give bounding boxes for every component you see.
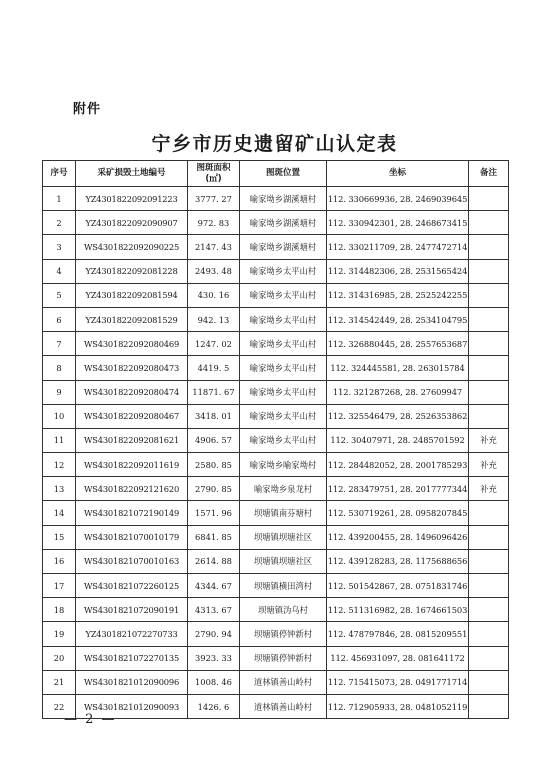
cell-location: 喻家坳乡湖溪塘村: [240, 187, 327, 211]
cell-code: WS4301821072260125: [76, 574, 188, 598]
cell-seq: 8: [43, 356, 76, 380]
cell-note: [469, 622, 509, 646]
cell-location: 喻家坳乡喻家坳村: [240, 453, 327, 477]
cell-code: YZ4301821072270733: [76, 622, 188, 646]
cell-code: WS4301822092121620: [76, 477, 188, 501]
cell-note: [469, 380, 509, 404]
cell-location: 坝塘镇停钟新村: [240, 646, 327, 670]
cell-note: [469, 694, 509, 718]
cell-location: 坝塘镇坝塘社区: [240, 525, 327, 549]
cell-code: WS4301822092080469: [76, 332, 188, 356]
cell-code: WS4301821012090096: [76, 670, 188, 694]
cell-location: 道林镇善山岭村: [240, 670, 327, 694]
cell-note: 补充: [469, 477, 509, 501]
cell-note: [469, 670, 509, 694]
header-code: 采矿损毁土地编号: [76, 161, 188, 187]
cell-note: [469, 598, 509, 622]
cell-note: [469, 259, 509, 283]
header-coords: 坐标: [327, 161, 469, 187]
cell-area: 1571. 96: [188, 501, 240, 525]
cell-area: 4313. 67: [188, 598, 240, 622]
cell-code: WS4301822092011619: [76, 453, 188, 477]
cell-location: 喻家坳乡太平山村: [240, 259, 327, 283]
cell-seq: 20: [43, 646, 76, 670]
cell-location: 喻家坳乡太平山村: [240, 307, 327, 331]
cell-seq: 19: [43, 622, 76, 646]
table-row: [43, 670, 509, 694]
cell-note: [469, 525, 509, 549]
cell-seq: 7: [43, 332, 76, 356]
cell-code: WS4301821072090191: [76, 598, 188, 622]
cell-note: [469, 404, 509, 428]
cell-note: [469, 307, 509, 331]
cell-code: WS4301821072270135: [76, 646, 188, 670]
table-row: [43, 549, 509, 573]
cell-code: YZ4301822092091223: [76, 187, 188, 211]
cell-code: WS4301821012090093: [76, 694, 188, 718]
cell-coords: 112. 283479751, 28. 2017777344: [327, 477, 469, 501]
cell-coords: 112. 511316982, 28. 1674661503: [327, 598, 469, 622]
cell-location: 喻家坳乡太平山村: [240, 332, 327, 356]
cell-area: 2493. 48: [188, 259, 240, 283]
table-row: [43, 332, 509, 356]
table-row: [43, 380, 509, 404]
cell-note: [469, 283, 509, 307]
cell-seq: 1: [43, 187, 76, 211]
cell-note: [469, 332, 509, 356]
cell-coords: 112. 712905933, 28. 0481052119: [327, 694, 469, 718]
cell-note: 补充: [469, 453, 509, 477]
cell-coords: 112. 30407971, 28. 2485701592: [327, 428, 469, 452]
header-seq: 序号: [43, 161, 76, 187]
cell-location: 道林镇善山岭村: [240, 694, 327, 718]
cell-location: 喻家坳乡湖溪塘村: [240, 211, 327, 235]
table-header-row: [43, 161, 509, 187]
cell-area: 1008. 46: [188, 670, 240, 694]
cell-code: YZ4301822092081529: [76, 307, 188, 331]
cell-location: 喻家坳乡太平山村: [240, 283, 327, 307]
cell-seq: 4: [43, 259, 76, 283]
cell-coords: 112. 715415073, 28. 0491771714: [327, 670, 469, 694]
cell-coords: 112. 330669936, 28. 2469039645: [327, 187, 469, 211]
table-row: [43, 283, 509, 307]
cell-seq: 11: [43, 428, 76, 452]
cell-code: YZ4301822092081228: [76, 259, 188, 283]
cell-coords: 112. 330211709, 28. 2477472714: [327, 235, 469, 259]
cell-code: YZ4301822092090907: [76, 211, 188, 235]
cell-location: 坝塘镇横田湾村: [240, 574, 327, 598]
cell-seq: 6: [43, 307, 76, 331]
cell-coords: 112. 321287268, 28. 27609947: [327, 380, 469, 404]
cell-area: 4344. 67: [188, 574, 240, 598]
cell-location: 坝塘镇南芬塘村: [240, 501, 327, 525]
cell-location: 坝塘镇停钟新村: [240, 622, 327, 646]
table-row: [43, 404, 509, 428]
header-area: [188, 161, 240, 187]
cell-area: 3418. 01: [188, 404, 240, 428]
cell-seq: 12: [43, 453, 76, 477]
cell-location: 喻家坳乡太平山村: [240, 356, 327, 380]
cell-note: 补充: [469, 428, 509, 452]
cell-area: 2580. 85: [188, 453, 240, 477]
cell-seq: 3: [43, 235, 76, 259]
annex-label: 附件: [73, 102, 102, 117]
cell-area: 4906. 57: [188, 428, 240, 452]
table-row: [43, 235, 509, 259]
cell-code: WS4301822092080473: [76, 356, 188, 380]
cell-area: 4419. 5: [188, 356, 240, 380]
cell-location: 坝塘镇沩乌村: [240, 598, 327, 622]
cell-coords: 112. 314542449, 28. 2534104795: [327, 307, 469, 331]
cell-code: YZ4301822092081594: [76, 283, 188, 307]
cell-note: [469, 187, 509, 211]
mine-table: [42, 160, 509, 719]
cell-coords: 112. 439200455, 28. 1496096426: [327, 525, 469, 549]
cell-coords: 112. 324445581, 28. 263015784: [327, 356, 469, 380]
cell-area: 1426. 6: [188, 694, 240, 718]
table-row: [43, 187, 509, 211]
cell-location: 喻家坳乡泉龙村: [240, 477, 327, 501]
cell-note: [469, 549, 509, 573]
cell-area: 11871. 67: [188, 380, 240, 404]
cell-seq: 9: [43, 380, 76, 404]
cell-seq: 21: [43, 670, 76, 694]
cell-coords: 112. 325546479, 28. 2526353862: [327, 404, 469, 428]
cell-area: 1247. 02: [188, 332, 240, 356]
table-row: [43, 428, 509, 452]
table-row: [43, 646, 509, 670]
cell-location: 喻家坳乡太平山村: [240, 428, 327, 452]
cell-area: 942. 13: [188, 307, 240, 331]
cell-location: 坝塘镇坝塘社区: [240, 549, 327, 573]
cell-note: [469, 211, 509, 235]
cell-location: 喻家坳乡湖溪塘村: [240, 235, 327, 259]
cell-area: 2147. 43: [188, 235, 240, 259]
cell-area: 2614. 88: [188, 549, 240, 573]
cell-area: 430. 16: [188, 283, 240, 307]
cell-coords: 112. 456931097, 28. 081641172: [327, 646, 469, 670]
header-location: 图斑位置: [240, 161, 327, 187]
cell-coords: 112. 530719261, 28. 0958207845: [327, 501, 469, 525]
cell-coords: 112. 439128283, 28. 1175688656: [327, 549, 469, 573]
table-row: [43, 453, 509, 477]
cell-location: 喻家坳乡太平山村: [240, 380, 327, 404]
cell-seq: 22: [43, 694, 76, 718]
cell-location: 喻家坳乡太平山村: [240, 404, 327, 428]
cell-seq: 10: [43, 404, 76, 428]
cell-coords: 112. 314316985, 28. 2525242255: [327, 283, 469, 307]
cell-seq: 5: [43, 283, 76, 307]
header-note: 备注: [469, 161, 509, 187]
cell-coords: 112. 501542867, 28. 0751831746: [327, 574, 469, 598]
cell-note: [469, 501, 509, 525]
cell-coords: 112. 326880445, 28. 2557653687: [327, 332, 469, 356]
header-area-line1: 图斑面积: [196, 162, 231, 173]
cell-note: [469, 235, 509, 259]
cell-code: WS4301821072190149: [76, 501, 188, 525]
cell-area: 2790. 85: [188, 477, 240, 501]
cell-area: 6841. 85: [188, 525, 240, 549]
table-row: [43, 259, 509, 283]
table-body: [43, 187, 509, 719]
cell-seq: 15: [43, 525, 76, 549]
cell-code: WS4301822092080474: [76, 380, 188, 404]
cell-note: [469, 646, 509, 670]
cell-coords: 112. 330942301, 28. 2468673415: [327, 211, 469, 235]
cell-coords: 112. 478797846, 28. 0815209551: [327, 622, 469, 646]
table-row: [43, 477, 509, 501]
cell-seq: 16: [43, 549, 76, 573]
cell-area: 3923. 33: [188, 646, 240, 670]
cell-seq: 17: [43, 574, 76, 598]
cell-code: WS4301822092090225: [76, 235, 188, 259]
table-row: [43, 356, 509, 380]
table-row: [43, 525, 509, 549]
cell-seq: 14: [43, 501, 76, 525]
cell-area: 2790. 94: [188, 622, 240, 646]
table-row: [43, 211, 509, 235]
cell-code: WS4301821070010179: [76, 525, 188, 549]
table-row: [43, 622, 509, 646]
page-number: — 2 —: [64, 712, 117, 727]
table-row: [43, 574, 509, 598]
cell-area: 972. 83: [188, 211, 240, 235]
table-row: [43, 598, 509, 622]
cell-coords: 112. 284482052, 28. 2001785293: [327, 453, 469, 477]
cell-code: WS4301822092081621: [76, 428, 188, 452]
table-row: [43, 307, 509, 331]
cell-seq: 13: [43, 477, 76, 501]
cell-note: [469, 574, 509, 598]
header-area-line2: (㎡): [205, 173, 222, 184]
cell-area: 3777. 27: [188, 187, 240, 211]
document-title: 宁乡市历史遗留矿山认定表: [151, 133, 398, 155]
cell-seq: 2: [43, 211, 76, 235]
cell-seq: 18: [43, 598, 76, 622]
cell-note: [469, 356, 509, 380]
cell-code: WS4301822092080467: [76, 404, 188, 428]
cell-code: WS4301821070010163: [76, 549, 188, 573]
cell-coords: 112. 314482306, 28. 2531565424: [327, 259, 469, 283]
table-row: [43, 501, 509, 525]
